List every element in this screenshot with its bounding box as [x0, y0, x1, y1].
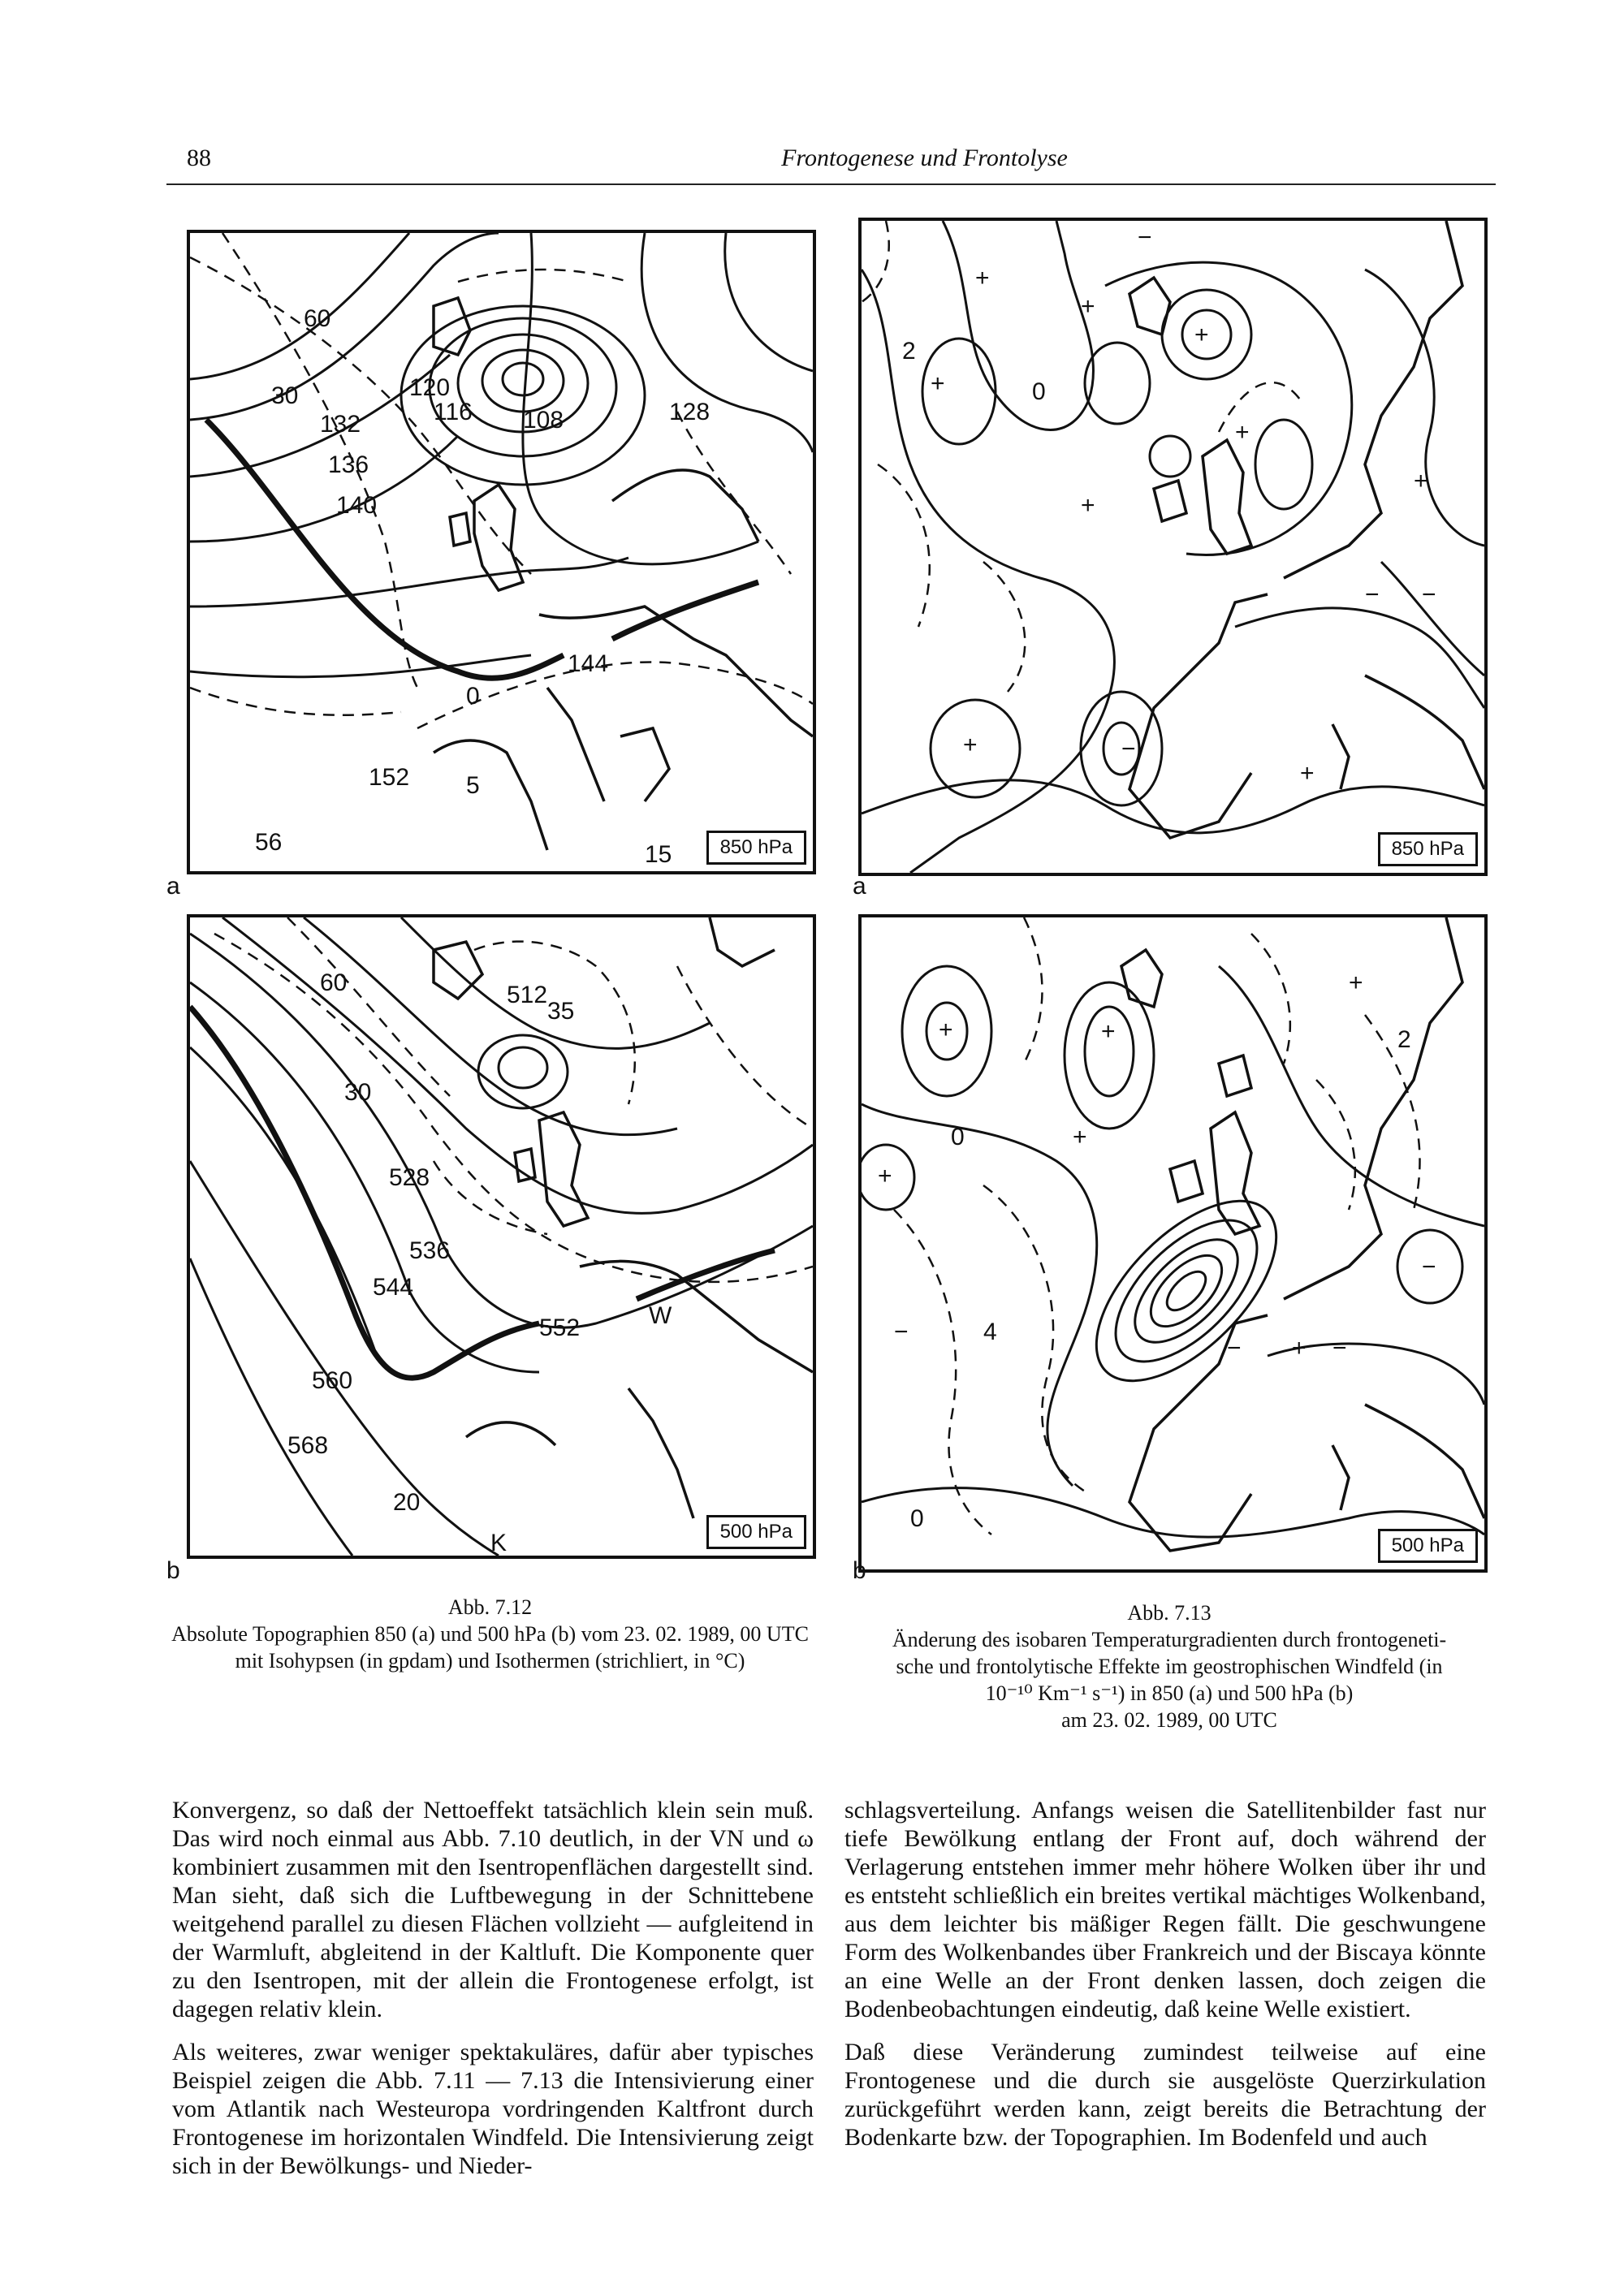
contour-label-152: 152	[369, 764, 410, 791]
page-number: 88	[187, 145, 211, 171]
panel-letter-b: b	[853, 1557, 866, 1584]
contour-label-116: 116	[434, 399, 473, 425]
figure-caption-7-12	[166, 1594, 814, 1674]
minus-marker: −	[1422, 1254, 1436, 1280]
running-title: Frontogenese und Frontolyse	[781, 145, 1068, 171]
paragraph: Daß diese Veränderung zumindest teilweise auf eine Frontogenese und die durch sie ausgelöste Querzirkulation zurückgeführt werden kann, zeigt bereits die Betrachtung der Bodenkarte bzw. der Topographien. Im Bodenfeld und auch	[844, 2039, 1486, 2151]
caption-text: Absolute Topographien 850 (a) und 500 hPa (b) vom 23. 02. 1989, 00 UTC mit Isohypsen (in gpdam) und Isothermen (strichliert, in °C)	[171, 1622, 809, 1673]
plus-marker: +	[1349, 969, 1363, 996]
page-header	[166, 143, 1496, 185]
contour-label-512: 512	[507, 982, 548, 1008]
minus-marker: −	[1422, 581, 1436, 608]
plus-marker: +	[931, 370, 945, 397]
plus-marker: +	[1081, 492, 1095, 519]
contour-label-60: 60	[320, 969, 348, 996]
panel-letter-b: b	[166, 1557, 180, 1584]
panel-letter-a: a	[853, 873, 866, 900]
minus-marker: −	[1138, 224, 1152, 251]
contour-label-144: 144	[568, 650, 609, 677]
contour-map-850hpa-gradient-change	[862, 221, 1484, 873]
contour-label-132: 132	[320, 411, 361, 438]
plus-marker: +	[1194, 322, 1209, 348]
pressure-level-label: 500 hPa	[1378, 1529, 1478, 1563]
contour-label-544: 544	[373, 1274, 414, 1301]
contour-label-136: 136	[328, 451, 369, 478]
contour-map-500hpa-gradient-change	[862, 917, 1484, 1569]
minus-marker: −	[1365, 581, 1380, 608]
plus-marker: +	[1101, 1018, 1116, 1045]
plus-marker: +	[939, 1016, 953, 1043]
minus-marker: −	[894, 1319, 909, 1345]
caption-line-4: am 23. 02. 1989, 00 UTC	[1061, 1708, 1277, 1732]
contour-label-140: 140	[336, 492, 378, 519]
paragraph: schlagsverteilung. Anfangs weisen die Satellitenbilder fast nur tiefe Bewölkung entlang der Front auf, doch während der Verlagerung entstehen immer mehr höhere Wolken über ihr und es entsteht schließlich ein breites vertikal mächtiges Wolkenband, aus dem leichter bis mäßiger Regen fällt. Die geschwungene Form des Wolkenbandes über Frankreich und der Biscaya könnte an eine Welle an der Front denken lassen, doch zeigen die Bodenbeobachtungen eindeutig, daß keine Welle existiert.	[844, 1797, 1486, 2022]
figure-caption-7-13	[844, 1599, 1494, 1733]
contour-label-2: 2	[902, 338, 916, 365]
plus-marker: +	[1414, 468, 1428, 494]
plus-marker: +	[1292, 1335, 1307, 1362]
contour-label-k: K	[490, 1530, 508, 1556]
paragraph: Als weiteres, zwar weniger spektakuläres, dafür aber typisches Beispiel zeigen die Abb. 7.11 — 7.13 die Intensivierung einer vom Atlantik nach Westeuropa vordringenden Kaltfront durch Frontogenese im horizontalen Windfeld. Die Intensivierung zeigt sich in der Bewölkungs- und Nieder-	[172, 2039, 814, 2179]
figure-number: Abb. 7.13	[1127, 1601, 1212, 1625]
pressure-level-label: 850 hPa	[706, 831, 806, 865]
contour-label-30: 30	[271, 382, 299, 409]
contour-label-552: 552	[539, 1314, 581, 1341]
contour-label-128: 128	[669, 399, 710, 425]
minus-marker: −	[1121, 736, 1136, 762]
contour-label-0: 0	[910, 1505, 924, 1532]
plus-marker: +	[1235, 419, 1250, 446]
plus-marker: +	[1081, 293, 1095, 320]
contour-label-56: 56	[255, 829, 283, 856]
contour-label-35: 35	[547, 998, 575, 1025]
plus-marker: +	[1073, 1124, 1087, 1150]
contour-label-20: 20	[393, 1489, 421, 1516]
minus-marker: −	[1227, 1335, 1242, 1362]
figure-number: Abb. 7.12	[447, 1595, 533, 1619]
plus-marker: +	[975, 265, 990, 291]
plus-marker: +	[1300, 760, 1315, 787]
contour-label-w: W	[649, 1302, 672, 1329]
caption-line-3: 10⁻¹⁰ Km⁻¹ s⁻¹) in 850 (a) und 500 hPa (b)	[985, 1681, 1354, 1705]
contour-label-108: 108	[523, 407, 564, 434]
contour-map-850hpa-topography	[190, 233, 813, 871]
contour-label-0: 0	[951, 1124, 965, 1150]
contour-label-528: 528	[389, 1164, 430, 1191]
contour-label-30: 30	[344, 1079, 372, 1106]
pressure-level-label: 850 hPa	[1378, 832, 1478, 866]
contour-label-2: 2	[1397, 1026, 1411, 1053]
contour-label-120: 120	[409, 374, 451, 401]
contour-label-568: 568	[287, 1432, 329, 1459]
contour-label-4: 4	[983, 1319, 997, 1345]
body-column-left	[172, 1796, 814, 2195]
contour-label-560: 560	[312, 1367, 353, 1394]
minus-marker: −	[1332, 1335, 1347, 1362]
plus-marker: +	[963, 732, 978, 758]
map-abb-7-12-a	[187, 230, 816, 874]
contour-label-0: 0	[1032, 378, 1046, 405]
contour-map-500hpa-topography	[190, 917, 813, 1556]
contour-label-0: 0	[466, 683, 480, 710]
plus-marker: +	[878, 1163, 892, 1189]
contour-label-15: 15	[645, 841, 672, 868]
body-column-right	[844, 1796, 1486, 2166]
contour-label-60: 60	[304, 305, 331, 332]
map-abb-7-12-b	[187, 914, 816, 1559]
caption-line-1: Änderung des isobaren Temperaturgradienten durch frontogeneti-	[892, 1628, 1447, 1651]
contour-label-536: 536	[409, 1237, 451, 1264]
contour-label-5: 5	[466, 772, 480, 799]
map-abb-7-13-a	[858, 218, 1488, 876]
panel-letter-a: a	[166, 873, 180, 900]
paragraph: Konvergenz, so daß der Nettoeffekt tatsächlich klein sein muß. Das wird noch einmal aus Abb. 7.10 deutlich, in der VN und ω kombiniert zusammen mit den Isentropenflächen dargestellt sind. Man sieht, daß sich die Luftbewegung in der Schnittebene weitgehend parallel zu diesen Flächen vollzieht — aufgleitend in der Warmluft, abgleitend in der Kaltluft. Die Komponente quer zu den Isentropen, mit der allein die Frontogenese erfolgt, ist dagegen relativ klein.	[172, 1797, 814, 2022]
map-abb-7-13-b	[858, 914, 1488, 1573]
pressure-level-label: 500 hPa	[706, 1515, 806, 1549]
caption-line-2: sche und frontolytische Effekte im geostrophischen Windfeld (in	[896, 1655, 1443, 1678]
